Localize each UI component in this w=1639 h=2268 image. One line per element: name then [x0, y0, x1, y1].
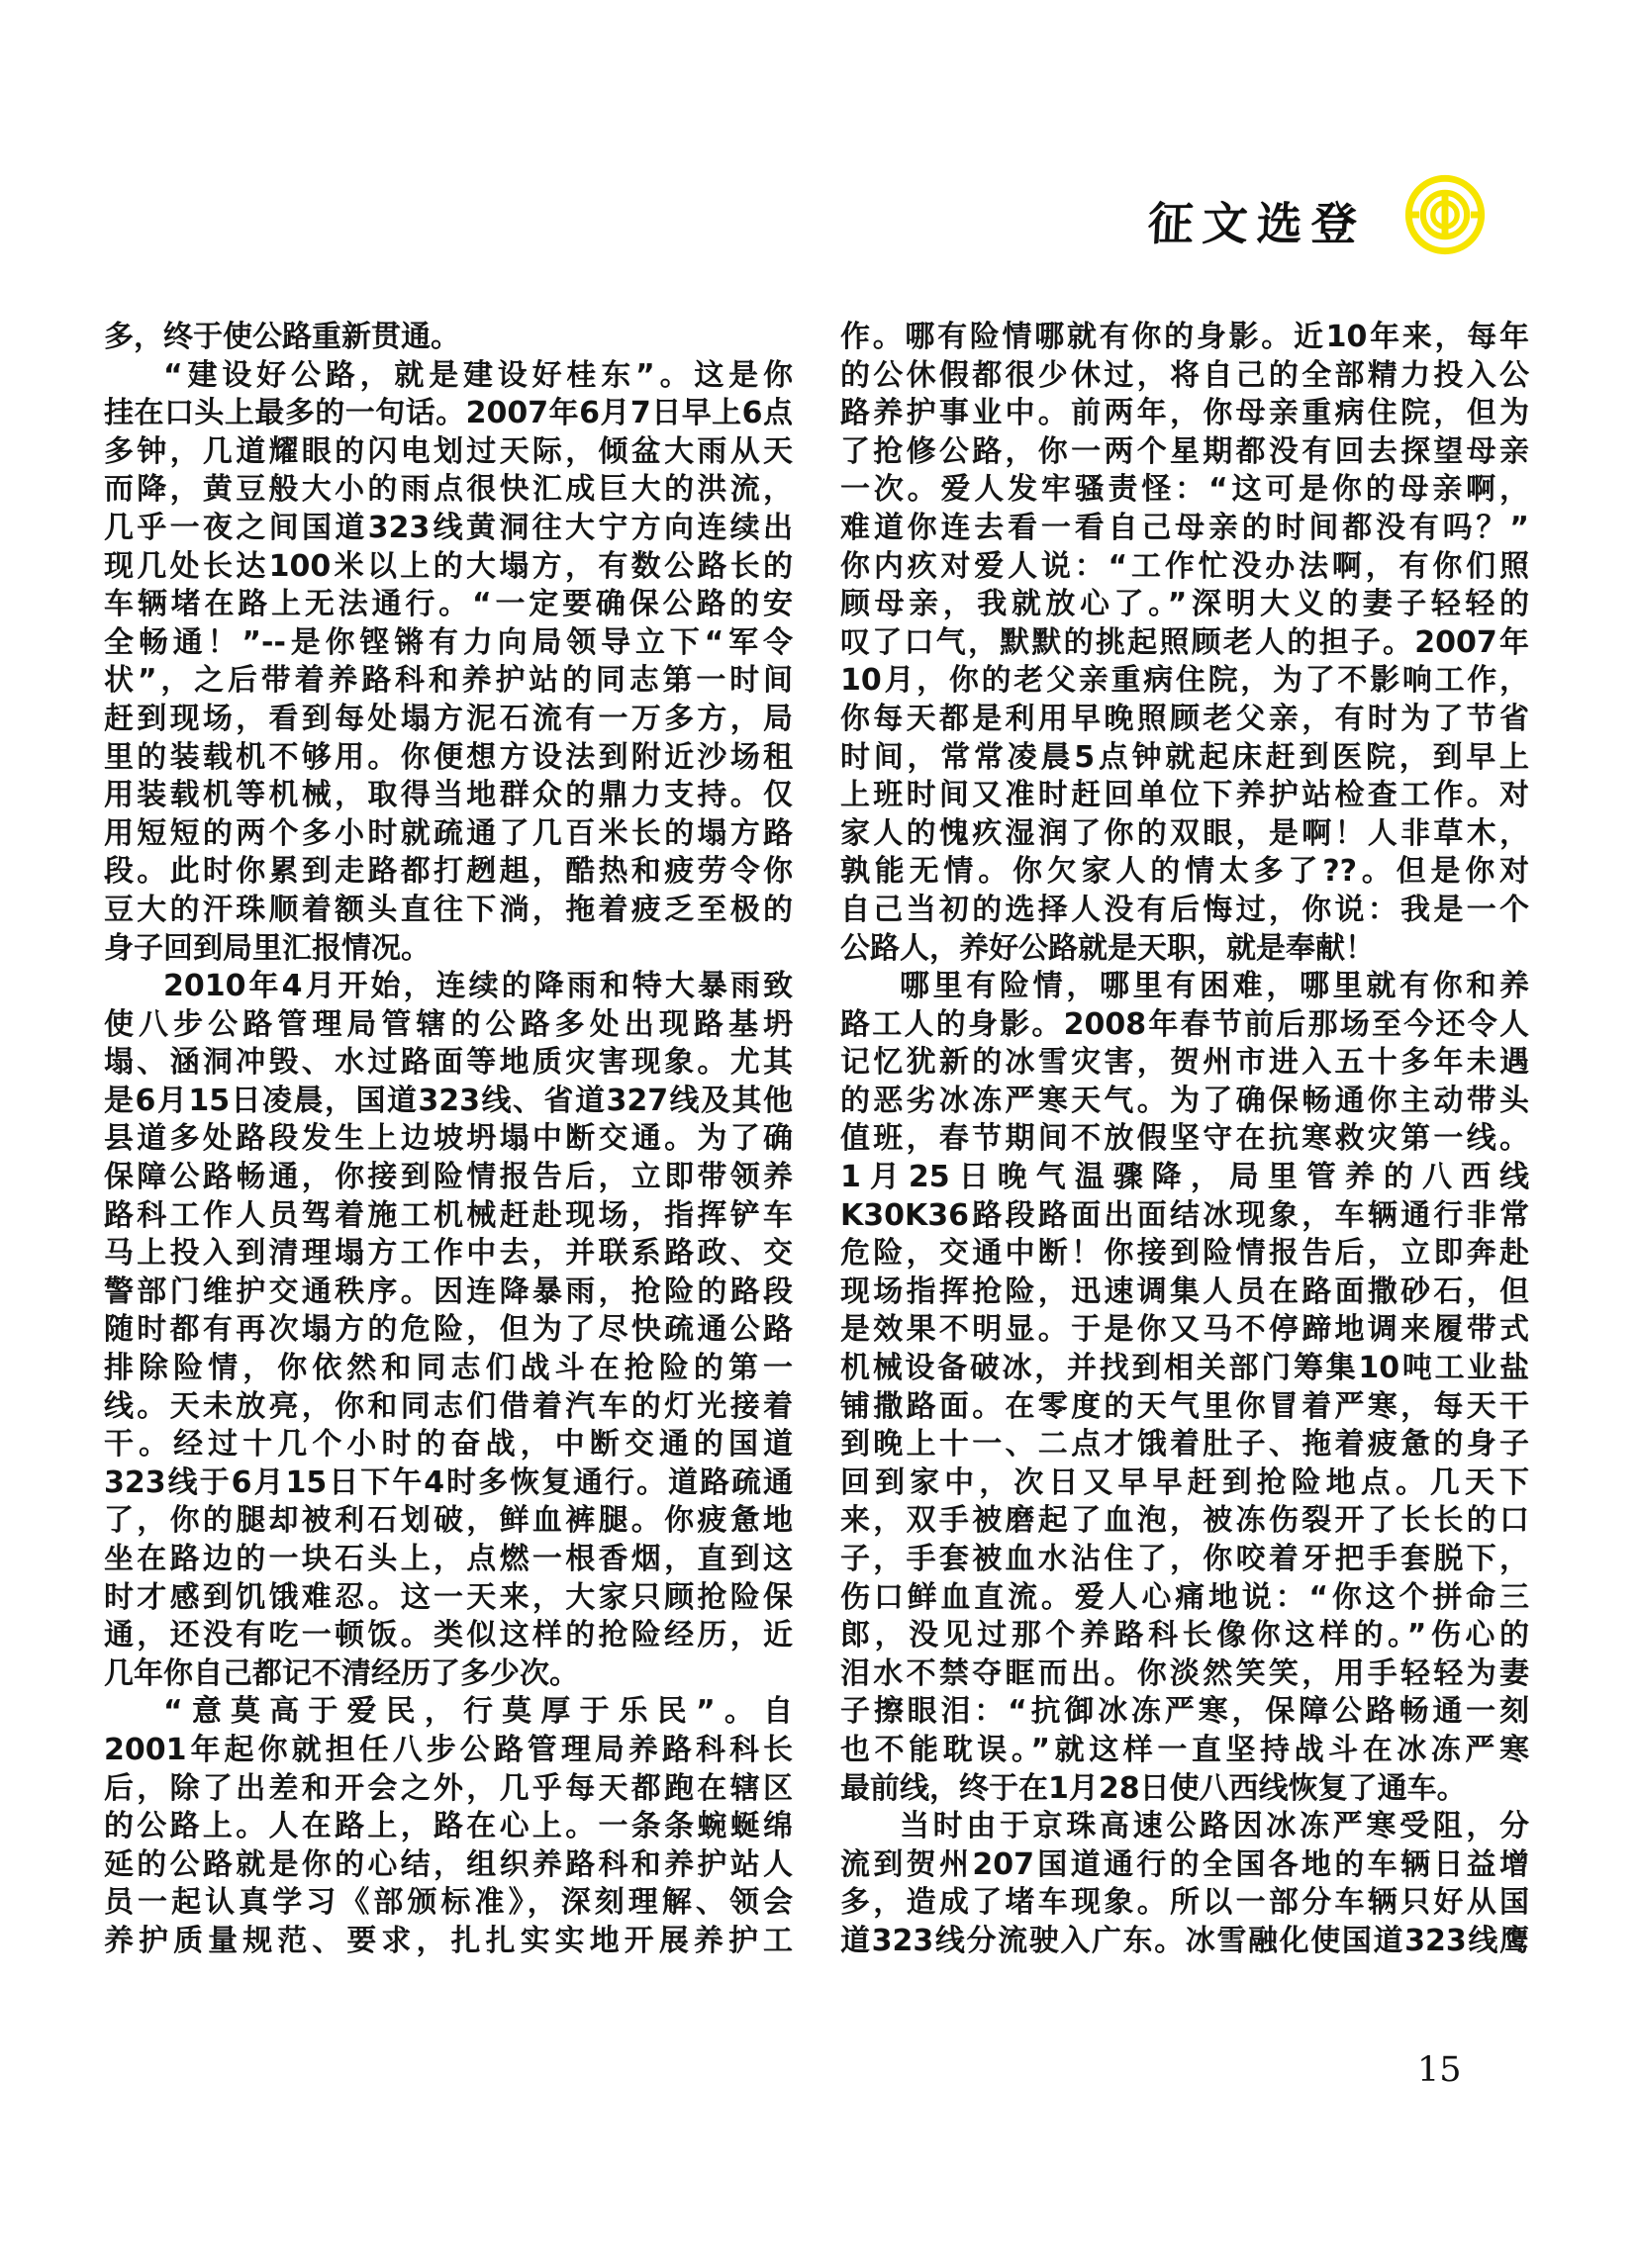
text-line: 身子回到局里汇报情况。: [104, 930, 431, 966]
text-line: 豆大的汗珠顺着额头直往下淌，拖着疲乏至极的: [104, 892, 793, 927]
text-line: 里的装载机不够用。你便想方设法到附近沙场租: [104, 739, 793, 775]
text-line: 坐在路边的一块石头上，点燃一根香烟，直到这: [104, 1542, 793, 1576]
text-line: 路工人的身影。2008年春节前后那场至今还令人: [840, 1006, 1529, 1042]
text-line: 公路人，养好公路就是天职，就是奉献！: [840, 930, 1375, 966]
text-line: 自己当初的选择人没有后悔过，你说：我是一个: [840, 892, 1529, 927]
text-line: 排除险情，你依然和同志们战斗在抢险的第一: [104, 1351, 793, 1386]
text-line: 难道你连去看一看自己母亲的时间都没有吗？”: [840, 510, 1529, 545]
text-line: 值班，春节期间不放假坚守在抗寒救灾第一线。: [840, 1121, 1529, 1157]
text-line: 现几处长达100米以上的大塌方，有数公路长的: [104, 548, 793, 584]
article-body: [104, 319, 1529, 1961]
text-line: 伤口鲜血直流。爱人心痛地说：“你这个拼命三: [840, 1579, 1529, 1615]
text-line: K30K36路段路面出面结冰现象，车辆通行非常: [840, 1197, 1529, 1233]
text-line: 家人的愧疚湿润了你的双眼，是啊！人非草木，: [840, 815, 1529, 851]
text-line: 道323线分流驶入广东。冰雪融化使国道323线鹰: [840, 1923, 1529, 1958]
text-line: 养护质量规范、要求，扎扎实实地开展养护工: [104, 1923, 793, 1958]
text-line: 10月，你的老父亲重病住院，为了不影响工作，: [840, 663, 1529, 699]
text-line: 记忆犹新的冰雪灾害，贺州市进入五十多年未遇: [840, 1045, 1529, 1081]
text-line: 来，双手被磨起了血泡，被冻伤裂开了长长的口: [840, 1503, 1529, 1539]
text-line: 而降，黄豆般大小的雨点很快汇成巨大的洪流，: [104, 472, 793, 508]
article-column-right: [840, 319, 1529, 1961]
text-line: 用装载机等机械，取得当地群众的鼎力支持。仅: [104, 778, 793, 813]
text-line: 作。哪有险情哪就有你的身影。近10年来，每年: [840, 320, 1529, 354]
text-line: 是效果不明显。于是你又马不停蹄地调来履带式: [840, 1312, 1529, 1348]
text-line: 县道多处路段发生上边坡坍塌中断交通。为了确: [104, 1121, 793, 1157]
text-line: 干。经过十几个小时的奋战，中断交通的国道: [104, 1427, 793, 1463]
text-line: 回到家中，次日又早早赶到抢险地点。几天下: [840, 1465, 1529, 1500]
text-line: “建设好公路，就是建设好桂东”。这是你: [163, 357, 793, 393]
text-line: 状”，之后带着养路科和养护站的同志第一时间: [104, 663, 793, 699]
text-line: 一次。爱人发牢骚责怪：“这可是你的母亲啊，: [840, 472, 1529, 508]
text-line: “意莫高于爱民，行莫厚于乐民”。自: [163, 1694, 793, 1730]
text-line: 随时都有再次塌方的危险，但为了尽快疏通公路: [104, 1312, 793, 1348]
text-line: 多钟，几道耀眼的闪电划过天际，倾盆大雨从天: [104, 433, 793, 469]
text-line: 塌、涵洞冲毁、水过路面等地质灾害现象。尤其: [104, 1045, 793, 1081]
text-line: 机械设备破冰，并找到相关部门筹集10吨工业盐: [840, 1351, 1529, 1386]
text-line: 孰能无情。你欠家人的情太多了??。但是你对: [840, 854, 1529, 890]
text-line: 挂在口头上最多的一句话。2007年6月7日早上6点: [104, 396, 793, 431]
text-line: 了，你的腿却被利石划破，鲜血裤腿。你疲惫地: [104, 1503, 793, 1539]
text-line: 也不能耽误。”就这样一直坚持战斗在冰冻严寒: [840, 1732, 1529, 1767]
text-line: 多，造成了堵车现象。所以一部分车辆只好从国: [840, 1885, 1529, 1921]
text-line: 上班时间又准时赶回单位下养护站检查工作。对: [840, 778, 1529, 813]
text-line: 当时由于京珠高速公路因冰冻严寒受阻，分: [900, 1809, 1529, 1844]
text-line: 后，除了出差和开会之外，几乎每天都跑在辖区: [104, 1770, 793, 1806]
text-line: 警部门维护交通秩序。因连降暴雨，抢险的路段: [104, 1274, 793, 1309]
text-line: 的公休假都很少休过，将自己的全部精力投入公: [840, 357, 1529, 393]
text-line: 保障公路畅通，你接到险情报告后，立即带领养: [104, 1160, 793, 1195]
text-line: 你内疚对爱人说：“工作忙没办法啊，有你们照: [840, 548, 1529, 584]
text-line: 延的公路就是你的心结，组织养路科和养护站人: [104, 1846, 793, 1882]
text-line: 到晚上十一、二点才饿着肚子、拖着疲惫的身子: [840, 1427, 1529, 1463]
text-line: 马上投入到清理塌方工作中去，并联系路政、交: [104, 1236, 793, 1272]
text-line: 郎，没见过那个养路科长像你这样的。”伤心的: [840, 1618, 1529, 1654]
text-line: 几年你自己都记不清经历了多少次。: [104, 1655, 579, 1691]
text-line: 现场指挥抢险，迅速调集人员在路面撒砂石，但: [840, 1274, 1529, 1309]
text-line: 子擦眼泪：“抗御冰冻严寒，保障公路畅通一刻: [840, 1694, 1529, 1730]
text-line: 你每天都是利用早晚照顾老父亲，有时为了节省: [840, 701, 1529, 736]
text-line: 的恶劣冰冻严寒天气。为了确保畅通你主动带头: [840, 1083, 1529, 1118]
text-line: 哪里有险情，哪里有困难，哪里就有你和养: [900, 969, 1529, 1004]
text-line: 1月25日晚气温骤降，局里管养的八西线: [840, 1160, 1529, 1195]
text-line: 几乎一夜之间国道323线黄洞往大宁方向连续出: [104, 510, 793, 545]
text-line: 了抢修公路，你一两个星期都没有回去探望母亲: [840, 433, 1529, 469]
text-line: 323线于6月15日下午4时多恢复通行。道路疏通: [104, 1465, 793, 1500]
text-line: 路科工作人员驾着施工机械赶赴现场，指挥铲车: [104, 1197, 793, 1233]
text-line: 全畅通！”--是你铿锵有力向局领导立下“军令: [104, 624, 793, 660]
text-line: 铺撒路面。在零度的天气里你冒着严寒，每天干: [840, 1388, 1529, 1424]
text-line: 泪水不禁夺眶而出。你淡然笑笑，用手轻轻为妻: [840, 1655, 1529, 1691]
text-line: 员一起认真学习《部颁标准》，深刻理解、领会: [104, 1885, 793, 1921]
text-line: 多，终于使公路重新贯通。: [104, 320, 460, 354]
text-line: 车辆堵在路上无法通行。“一定要确保公路的安: [104, 587, 793, 622]
text-line: 危险，交通中断！你接到险情报告后，立即奔赴: [840, 1236, 1529, 1272]
text-line: 通，还没有吃一顿饭。类似这样的抢险经历，近: [104, 1618, 793, 1654]
text-line: 最前线，终于在1月28日使八西线恢复了通车。: [840, 1770, 1467, 1806]
text-line: 线。天未放亮，你和同志们借着汽车的灯光接着: [104, 1388, 793, 1424]
text-line: 是6月15日凌晨，国道323线、省道327线及其他: [104, 1083, 793, 1118]
text-line: 2010年4月开始，连续的降雨和特大暴雨致: [163, 969, 793, 1004]
text-line: 的公路上。人在路上，路在心上。一条条蜿蜒绵: [104, 1809, 793, 1844]
text-line: 时才感到饥饿难忍。这一天来，大家只顾抢险保: [104, 1579, 793, 1615]
text-line: 顾母亲，我就放心了。”深明大义的妻子轻轻的: [840, 587, 1529, 622]
text-line: 时间，常常凌晨5点钟就起床赶到医院，到早上: [840, 739, 1529, 775]
page-header-title: 征文选登: [1146, 197, 1368, 250]
text-line: 路养护事业中。前两年，你母亲重病住院，但为: [840, 396, 1529, 431]
text-line: 叹了口气，默默的挑起照顾老人的担子。2007年: [840, 624, 1529, 660]
trade-union-logo-icon: [1403, 173, 1487, 256]
text-line: 子，手套被血水沾住了，你咬着牙把手套脱下，: [840, 1542, 1529, 1576]
text-line: 流到贺州207国道通行的全国各地的车辆日益增: [840, 1846, 1529, 1882]
text-line: 使八步公路管理局管辖的公路多处出现路基坍: [104, 1006, 793, 1042]
text-line: 段。此时你累到走路都打趔趄，酷热和疲劳令你: [104, 854, 793, 890]
text-line: 2001年起你就担任八步公路管理局养路科科长: [104, 1732, 793, 1767]
text-line: 赶到现场，看到每处塌方泥石流有一万多方，局: [104, 701, 793, 736]
text-line: 用短短的两个多小时就疏通了几百米长的塌方路: [104, 815, 793, 851]
article-column-left: [104, 319, 793, 1961]
page-number: 15: [1417, 2050, 1462, 2090]
